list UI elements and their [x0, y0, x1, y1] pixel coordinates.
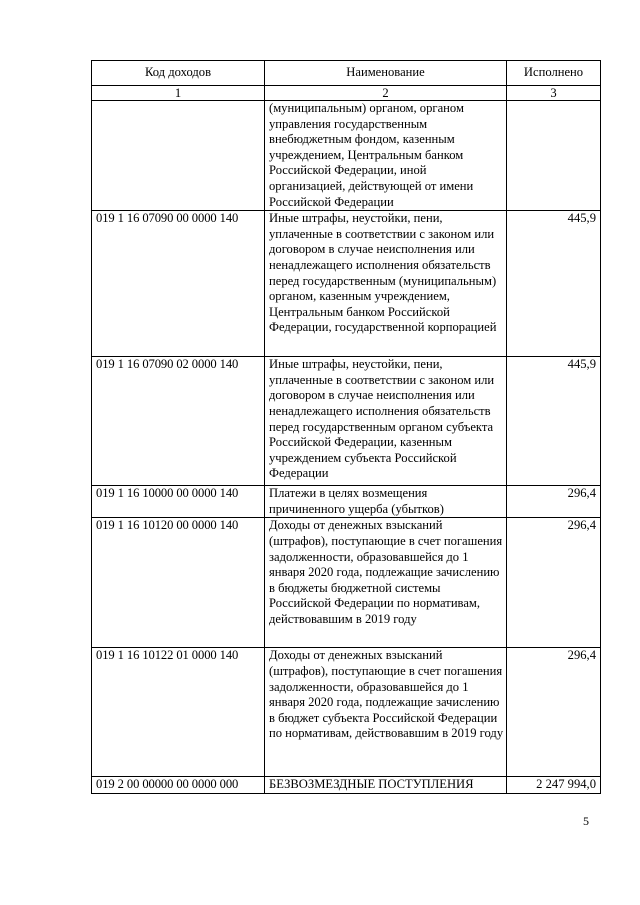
- column-numbers-row: [92, 86, 601, 101]
- column-number-3: 3: [507, 86, 601, 101]
- table-row: [92, 101, 601, 211]
- table-row: [92, 357, 601, 486]
- table-row: [92, 211, 601, 357]
- row-name: Платежи в целях возмещения причиненного ущерба (убытков): [265, 486, 507, 518]
- row-name: Доходы от денежных взысканий (штрафов), поступающие в счет погашения задолженности, образовавшейся до 1 января 2020 года, подлежащие зачислению в бюджет субъекта Российской Федерации по нормативам, действовавшим в 2019 году: [265, 648, 507, 777]
- row-name: БЕЗВОЗМЕЗДНЫЕ ПОСТУПЛЕНИЯ: [265, 777, 507, 794]
- page-number: 5: [583, 814, 589, 828]
- row-code: 019 2 00 00000 00 0000 000: [92, 777, 265, 794]
- row-executed: [507, 101, 601, 211]
- table-row: [92, 486, 601, 518]
- revenue-table: [91, 60, 601, 794]
- row-code: 019 1 16 10122 01 0000 140: [92, 648, 265, 777]
- row-name: Иные штрафы, неустойки, пени, уплаченные в соответствии с законом или договором в случае неисполнения или ненадлежащего исполнения обязательств перед государственным (муниципальным) органом, казенным учреждением, Центральным банком Российской Федерации, государственной корпорацией: [265, 211, 507, 357]
- row-code: 019 1 16 10000 00 0000 140: [92, 486, 265, 518]
- header-code: Код доходов: [92, 61, 265, 86]
- row-code: 019 1 16 07090 00 0000 140: [92, 211, 265, 357]
- row-executed: 2 247 994,0: [507, 777, 601, 794]
- row-executed: 445,9: [507, 357, 601, 486]
- row-code: 019 1 16 10120 00 0000 140: [92, 518, 265, 648]
- table-row: [92, 777, 601, 794]
- row-code: 019 1 16 07090 02 0000 140: [92, 357, 265, 486]
- row-name: Доходы от денежных взысканий (штрафов), поступающие в счет погашения задолженности, образовавшейся до 1 января 2020 года, подлежащие зачислению в бюджеты бюджетной системы Российской Федерации по нормативам, действовавшим в 2019 году: [265, 518, 507, 648]
- header-executed: Исполнено: [507, 61, 601, 86]
- row-executed: 445,9: [507, 211, 601, 357]
- table-row: [92, 648, 601, 777]
- row-name: Иные штрафы, неустойки, пени, уплаченные в соответствии с законом или договором в случае неисполнения или ненадлежащего исполнения обязательств перед государственным органом субъекта Российской Федерации, казенным учреждением субъекта Российской Федерации: [265, 357, 507, 486]
- column-number-1: 1: [92, 86, 265, 101]
- column-number-2: 2: [265, 86, 507, 101]
- row-code: [92, 101, 265, 211]
- table-row: [92, 518, 601, 648]
- header-name: Наименование: [265, 61, 507, 86]
- revenue-table-container: [91, 60, 600, 794]
- row-name: (муниципальным) органом, органом управления государственным внебюджетным фондом, казенным учреждением, Центральным банком Российской Федерации, иной организацией, действующей от имени Российской Федерации: [265, 101, 507, 211]
- table-header-row: [92, 61, 601, 86]
- row-executed: 296,4: [507, 518, 601, 648]
- row-executed: 296,4: [507, 486, 601, 518]
- row-executed: 296,4: [507, 648, 601, 777]
